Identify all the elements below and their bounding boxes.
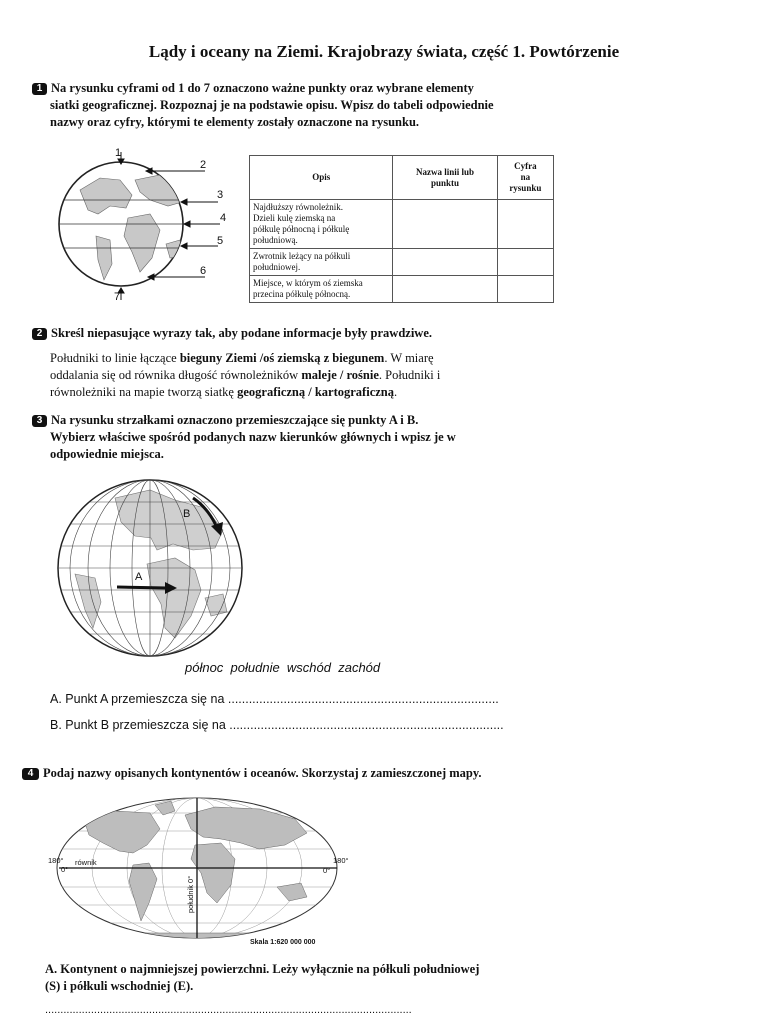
figure-label-2: 2 [200,159,207,171]
table-row [250,200,554,249]
table-cell-nazwa-input[interactable] [393,276,497,303]
table-header-opis: Opis [250,156,393,200]
strike-option-1[interactable]: bieguny Ziemi /oś ziemską z biegunem [179,351,385,365]
strike-option-2[interactable]: maleje / rośnie [301,368,379,382]
task2-paragraph: Południki to linie łączące bieguny Ziemi /oś ziemską z biegunem. W miarę oddalania się od równika długość równoleżników maleje / rośnie. Południki i równoleżniki na mapie tworzą siatkę geograficzną / kartograficzną. [50,351,441,399]
figure-label-4: 4 [220,212,227,224]
table-header-nazwa: Nazwa linii lub punktu [393,156,497,200]
task4-answer-blank[interactable]: ........................................................................................................................ [45,1004,412,1016]
map-label-equator: równik [75,858,97,867]
table-cell-nazwa-input[interactable] [393,249,497,276]
task1-table [249,155,554,303]
map-label-right-180: 180° [333,856,349,865]
task1-line: nazwy oraz cyfry, którymi te elementy zostały oznaczone na rysunku. [50,115,420,129]
page-title: Lądy i oceany na Ziemi. Krajobrazy świata, część 1. Powtórzenie [148,42,620,61]
table-cell-nazwa-input[interactable] [393,200,497,249]
map-label-right-0: 0° [323,866,331,875]
task2-number-badge: 2 [32,328,47,340]
table-cell-opis: Zwrotnik leżący na półkuli południowej. [250,249,393,276]
map-scale-label: Skala 1:620 000 000 [250,939,316,946]
figure-label-1: 1 [115,147,122,159]
table-cell-opis: Miejsce, w którym oś ziemska przecina półkulę północną. [250,276,393,303]
task3-globe-figure [55,478,245,658]
task4-question-a: A. Kontynent o najmniejszej powierzchni. Leży wyłącznie na półkuli południowej (S) i półkuli wschodniej (E). [45,962,480,993]
task3-answer-a: A. Punkt A przemieszcza się na .............................................................................. [50,692,499,706]
figure-label-3: 3 [217,189,224,201]
directions-word-bank: północ południe wschód zachód [185,660,381,675]
task3-instruction: 3 Na rysunku strzałkami oznaczono przemieszczające się punkty A i B. Wybierz właściwe spośród podanych nazw kierunków głównych i wpisz je w odpowiednie miejsca. [32,412,572,463]
task4-number-badge: 4 [22,768,39,780]
table-cell-opis: Najdłuższy równoleżnik. Dzieli kulę ziemską na półkulę północną i półkulę południową. [250,200,393,249]
task3-answer-b: B. Punkt B przemieszcza się na ............................................................................... [50,718,504,732]
table-row [250,249,554,276]
figure-label-5: 5 [217,235,224,247]
map-label-meridian: południk 0° [186,875,195,913]
task2-instruction: 2 Skreśl niepasujące wyrazy tak, aby podane informacje były prawdziwe. [32,325,632,342]
task3-number-badge: 3 [32,415,47,427]
strike-option-3[interactable]: geograficzną / kartograficzną [237,385,394,399]
table-cell-cyfra-input[interactable] [497,200,553,249]
answer-a-blank[interactable]: .............................................................................. [227,692,499,706]
figure-label-6: 6 [200,265,207,277]
task1-line: siatki geograficznej. Rozpoznaj je na podstawie opisu. Wpisz do tabeli odpowiednie [50,98,494,112]
table-cell-cyfra-input[interactable] [497,249,553,276]
answer-b-blank[interactable]: ............................................................................... [229,718,504,732]
table-header-cyfra: Cyfra na rysunku [497,156,553,200]
task1-number-badge: 1 [32,83,47,95]
table-row [250,276,554,303]
map-label-left-0: 0° [61,865,69,874]
table-cell-cyfra-input[interactable] [497,276,553,303]
map-label-left-180: 180° [48,856,64,865]
point-b-label: B [183,508,191,520]
task1-line: Na rysunku cyframi od 1 do 7 oznaczono ważne punkty oraz wybrane elementy [51,81,474,95]
figure-label-7: 7 [114,291,121,303]
task4-world-map [45,793,360,948]
task1-instruction [32,80,572,131]
task1-globe-figure [40,140,255,310]
task4-instruction: 4 Podaj nazwy opisanych kontynentów i oceanów. Skorzystaj z zamieszczonej mapy. [22,765,622,782]
point-a-label: A [135,571,143,583]
